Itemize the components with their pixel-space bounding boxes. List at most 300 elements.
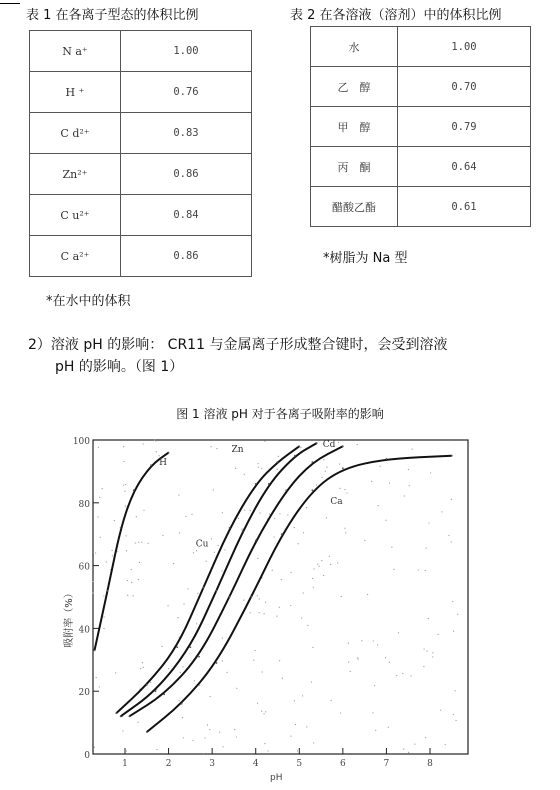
table1-row [30,236,252,277]
scan-speck [203,753,204,754]
y-axis-label: 吸附率（%） [64,588,75,648]
table2-value-cell: 1.00 [398,27,531,67]
scan-speck [158,455,159,456]
scan-speck [326,517,327,518]
scan-speck [452,601,453,602]
scan-speck [143,667,144,668]
scan-speck [236,688,237,689]
series-label-ca: Ca [330,497,343,508]
scan-speck [426,650,427,651]
scan-speck [323,459,324,460]
scan-speck [424,648,425,649]
scan-speck [179,532,180,533]
scan-speck [375,730,376,731]
data-point-ca [386,458,388,460]
scan-speck [374,685,375,686]
scan-speck [313,568,314,569]
scan-speck [196,623,197,624]
scan-speck [112,550,113,551]
table2 [310,26,531,227]
scan-speck [222,660,223,661]
data-point-zn [229,527,231,529]
scan-speck [138,542,139,543]
scan-speck [126,750,127,751]
scan-speck [396,675,397,676]
page-top-rule [0,3,20,4]
table2-value-cell: 0.79 [398,107,531,147]
scan-speck [191,514,192,515]
scan-speck [123,446,124,447]
scan-speck [445,744,446,745]
scan-speck [418,569,419,570]
data-point-ca [250,596,252,598]
scan-speck [95,552,96,553]
table1-row [30,113,252,154]
data-point-cu [128,715,130,717]
scan-speck [92,581,93,582]
scan-speck [267,750,268,751]
table1-value-cell: 1.00 [121,31,252,72]
scan-speck [235,468,236,469]
plot-frame [93,440,468,754]
scan-speck [257,703,258,704]
scan-speck [425,737,426,738]
scan-speck [125,505,126,506]
table1-label-cell: C u²⁺ [30,195,121,236]
scan-speck [162,535,163,536]
data-point-zn [146,684,148,686]
x-tick-label: 7 [383,759,390,769]
scan-speck [300,447,301,448]
scan-speck [345,532,346,533]
scan-speck [357,444,358,445]
data-point-cd [316,442,318,444]
scan-speck [103,628,104,629]
series-label-zn: Zn [231,444,244,455]
x-tick-label: 5 [296,759,303,769]
scan-speck [367,594,368,595]
scan-speck [244,509,245,510]
scan-speck [180,672,181,673]
scan-speck [272,570,273,571]
scan-speck [258,466,259,467]
scan-speck [425,570,426,571]
scan-speck [106,562,107,563]
scan-speck [451,541,452,542]
scan-speck [250,510,251,511]
y-tick-label: 80 [78,499,90,510]
scan-speck [357,657,358,658]
scan-speck [261,468,262,469]
scan-speck [140,668,141,669]
scan-speck [214,552,215,553]
data-point-cd [294,455,296,457]
scan-speck [264,441,265,442]
scan-speck [432,652,433,653]
scan-speck [455,720,456,721]
scan-speck [102,488,103,489]
scan-speck [306,507,307,508]
table2-value-cell: 0.64 [398,147,531,187]
series-label-h: H [159,458,168,469]
x-tick-label: 1 [122,759,128,769]
scan-speck [440,710,441,711]
scan-speck [311,681,312,682]
scan-speck [388,727,389,728]
scan-speck [372,712,373,713]
scan-speck [273,536,274,537]
scan-speck [339,488,340,489]
data-point-h [150,464,152,466]
y-tick-label: 100 [72,437,90,447]
scan-speck [265,711,266,712]
scan-speck [148,543,149,544]
scan-speck [226,672,227,673]
scan-speck [127,580,128,581]
scan-speck [183,737,184,738]
scan-speck [282,678,283,679]
scan-speck [294,527,295,528]
scan-speck [364,540,365,541]
data-point-cu [255,540,257,542]
scan-speck [393,569,394,570]
series-label-cd: Cd [322,440,336,451]
scan-speck [179,700,180,701]
table1-value-cell: 0.83 [121,113,252,154]
scan-speck [338,442,339,443]
scan-speck [278,456,279,457]
scan-speck [178,494,179,495]
scan-speck [298,543,299,544]
data-point-cu [163,693,165,695]
scan-speck [115,672,116,673]
scan-speck [391,547,392,548]
data-point-ca [311,489,313,491]
table2-row [311,67,531,107]
table2-label-cell: 丙 酮 [311,147,398,187]
scan-speck [193,552,194,553]
x-axis-label: pH [270,773,283,783]
scan-speck [138,579,139,580]
scan-speck [344,489,345,490]
table1-value-cell: 0.86 [121,154,252,195]
scan-speck [263,713,264,714]
x-tick-label: 8 [427,759,433,769]
scan-speck [316,484,317,485]
data-point-ca [146,731,148,733]
data-point-h [120,527,122,529]
scan-speck [238,518,239,519]
scan-speck [385,520,386,521]
scan-speck [428,618,429,619]
table1-label-cell: H ⁺ [30,72,121,113]
scan-speck [112,555,113,556]
adsorption-chart [0,428,560,790]
data-point-cd [120,715,122,717]
table2-label-cell: 乙 醇 [311,67,398,107]
scan-speck [96,677,97,678]
scan-speck [457,614,458,615]
table1-row [30,154,252,195]
scan-speck [103,595,104,596]
scan-speck [150,682,151,683]
scan-speck [287,514,288,515]
data-point-h [94,649,96,651]
scan-speck [126,535,127,536]
scan-speck [404,495,405,496]
scan-speck [348,661,349,662]
table1-label-cell: C d²⁺ [30,113,121,154]
scan-speck [409,485,410,486]
scan-speck [339,463,340,464]
scan-speck [378,505,379,506]
scan-speck [187,588,188,589]
scan-speck [341,596,342,597]
scan-speck [423,666,424,667]
data-point-cd [189,646,191,648]
scan-speck [131,569,132,570]
scan-speck [156,749,157,750]
data-point-cu [311,461,313,463]
scan-speck [141,542,142,543]
scan-speck [325,471,326,472]
scan-speck [302,695,303,696]
scan-speck [337,562,338,563]
paragraph-line-1: 2）溶液 pH 的影响： CR11 与金属离子形成整合键时，会受到溶液 [28,337,448,353]
scan-speck [329,556,330,557]
scan-speck [263,613,264,614]
scan-speck [197,593,198,594]
scan-speck [138,722,139,723]
scan-speck [269,514,270,515]
scan-speck [167,605,168,606]
data-point-zn [176,646,178,648]
scan-speck [313,587,314,588]
scan-speck [173,563,174,564]
table1-label-cell: C a²⁺ [30,236,121,277]
x-tick-label: 6 [339,759,346,769]
table2-label-cell: 甲 醇 [311,107,398,147]
table2-caption: 表 2 在各溶液（溶剂）中的体积比例 [290,8,502,23]
scan-speck [222,512,223,513]
scan-speck [290,572,291,573]
scan-speck [326,467,327,468]
data-point-h [107,590,109,592]
body-paragraph [28,334,548,378]
scan-speck [218,545,219,546]
table1-value-cell: 0.86 [121,236,252,277]
scan-speck [221,570,222,571]
scan-speck [290,605,291,606]
scan-speck [408,752,409,753]
data-point-ca [451,455,453,457]
scan-speck [317,564,318,565]
scan-speck [241,529,242,530]
scan-speck [182,666,183,667]
data-point-cu [198,656,200,658]
data-point-cu [285,489,287,491]
scan-speck [319,566,320,567]
scan-speck [455,690,456,691]
table1-row [30,31,252,72]
scan-speck [438,634,439,635]
scan-speck [99,497,100,498]
scan-speck [182,717,183,718]
scan-speck [301,617,302,618]
scan-speck [259,598,260,599]
scan-speck [156,689,157,690]
scan-speck [210,446,211,447]
data-point-ca [342,467,344,469]
scan-speck [211,538,212,539]
scan-speck [139,562,140,563]
data-point-ca [281,533,283,535]
scan-speck [453,714,454,715]
scan-speck [183,603,184,604]
paragraph-line-2: pH 的影响。（图 1） [55,359,184,375]
scan-speck [156,451,157,452]
scan-speck [276,615,277,616]
scan-speck [414,743,415,744]
table2-row [311,107,531,147]
scan-speck [371,481,372,482]
scan-speck [411,675,412,676]
scan-speck [243,600,244,601]
scan-speck [196,550,197,551]
scan-speck [281,579,282,580]
scan-speck [340,712,341,713]
table2-note: *树脂为 Na 型 [323,251,408,266]
scan-speck [131,582,132,583]
scan-speck [177,617,178,618]
scan-speck [224,549,225,550]
scan-speck [207,724,208,725]
scan-speck [346,492,347,493]
scan-speck [261,711,262,712]
scan-speck [307,625,308,626]
scan-speck [142,662,143,663]
scan-speck [361,640,362,641]
scan-speck [448,535,449,536]
scan-speck [125,484,126,485]
scan-speck [441,511,442,512]
scan-speck [209,729,210,730]
scan-speck [322,477,323,478]
scan-speck [279,607,280,608]
scan-speck [192,740,193,741]
scan-speck [358,658,359,659]
scan-speck [204,737,205,738]
data-point-ca [216,662,218,664]
scan-speck [265,602,266,603]
y-tick-label: 60 [78,562,90,573]
table1-label-cell: N a⁺ [30,31,121,72]
table1-row [30,72,252,113]
scan-speck [222,746,223,747]
scan-speck [295,724,296,725]
table1-row [30,195,252,236]
scan-speck [127,595,128,596]
figure-title: 图 1 溶液 pH 对于各离子吸附率的影响 [176,407,384,421]
x-tick-label: 4 [252,759,259,769]
scan-speck [135,542,136,543]
series-line-ca [147,456,452,732]
scan-speck [99,686,100,687]
data-point-cd [155,690,157,692]
scan-speck [259,612,260,613]
scan-speck [274,518,275,519]
table1-caption: 表 1 在各离子型态的体积比例 [26,8,199,23]
scan-speck [449,440,450,441]
scan-speck [350,671,351,672]
y-tick-label: 0 [84,751,90,761]
scan-speck [257,595,258,596]
x-tick-label: 2 [165,759,172,769]
scan-speck [303,532,304,533]
series-line-h [95,453,169,651]
scan-speck [323,575,324,576]
data-point-h [168,452,170,454]
scan-speck [303,592,304,593]
scan-speck [222,637,223,638]
scan-speck [348,643,349,644]
series-line-cu [129,446,343,716]
scan-speck [432,656,433,657]
scan-speck [143,443,144,444]
scan-speck [453,631,454,632]
scan-speck [430,472,431,473]
series-label-cu: Cu [195,539,209,550]
scan-speck [216,448,217,449]
scan-speck [250,612,251,613]
scan-speck [412,448,413,449]
data-point-zn [203,587,205,589]
scan-speck [279,513,280,514]
scan-speck [124,491,125,492]
scan-speck [428,522,429,523]
scan-speck [451,499,452,500]
scan-speck [126,550,127,551]
scan-speck [402,673,403,674]
scan-speck [321,560,322,561]
scan-speck [210,696,211,697]
data-point-zn [298,445,300,447]
scan-speck [161,646,162,647]
scan-speck [377,644,378,645]
table2-row [311,27,531,67]
data-point-h [133,489,135,491]
scan-speck [373,640,374,641]
scan-speck [236,736,237,737]
scan-speck [260,512,261,513]
scan-speck [123,461,124,462]
x-tick-label: 3 [209,759,216,769]
series-line-cd [121,443,317,716]
data-point-cu [229,596,231,598]
scan-speck [114,520,115,521]
table1-value-cell: 0.76 [121,72,252,113]
table2-label-cell: 醋酸乙酯 [311,187,398,227]
scan-speck [155,440,156,441]
scan-speck [94,747,95,748]
scan-speck [389,662,390,663]
scan-speck [403,749,404,750]
data-point-zn [277,461,279,463]
table1-value-cell: 0.84 [121,195,252,236]
scan-speck [408,469,409,470]
scan-speck [199,685,200,686]
scan-speck [205,561,206,562]
